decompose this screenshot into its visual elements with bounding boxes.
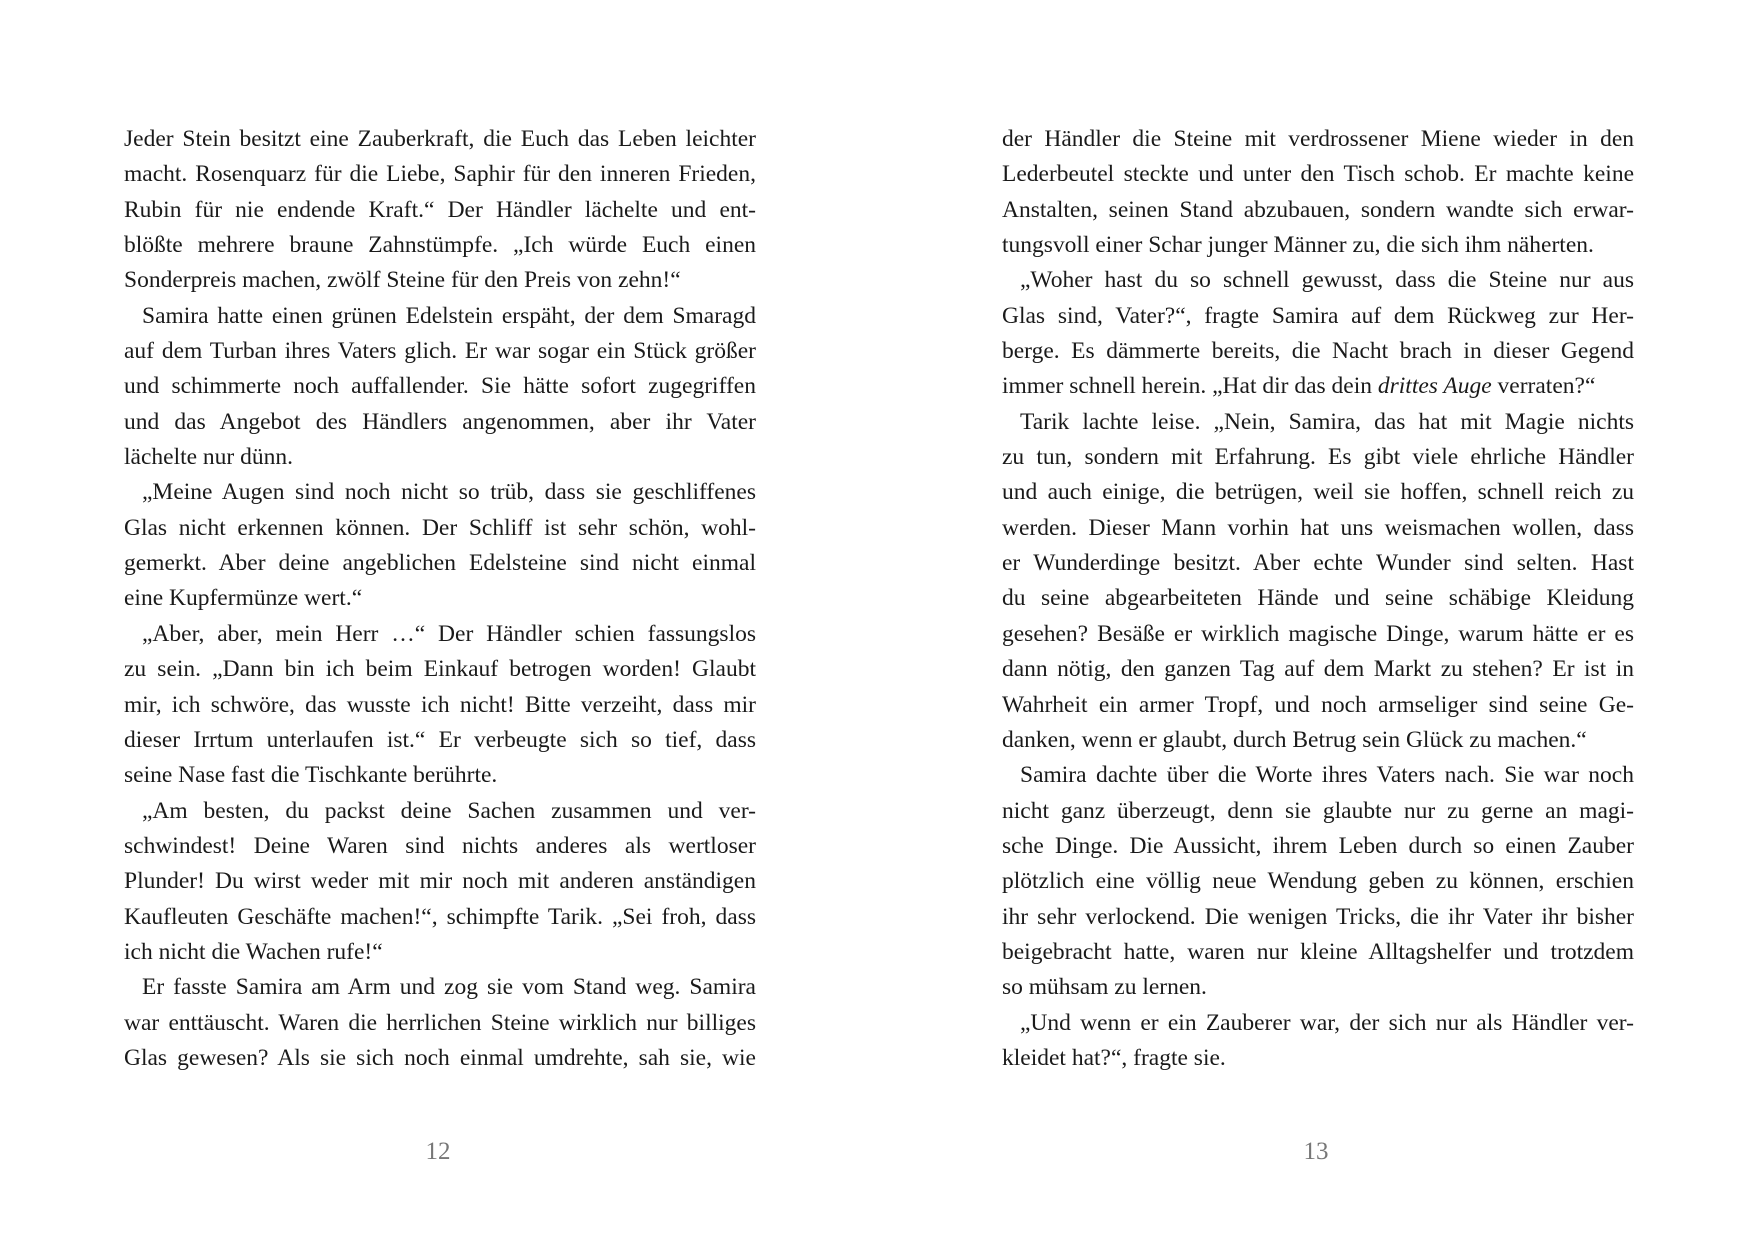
text-line: Jeder Stein besitzt eine Zauberkraft, die Euch das Leben leichter xyxy=(124,126,756,152)
text-line: Samira dachte über die Worte ihres Vaters nach. Sie war noch xyxy=(1020,762,1634,789)
text-line: lächelte nur dünn. xyxy=(124,444,294,471)
text-line: und auch einige, die betrügen, weil sie hoffen, schnell reich zu xyxy=(1002,479,1634,506)
text-line xyxy=(1002,369,1634,404)
text-line: Wahrheit ein armer Tropf, und noch armseliger sind seine Ge- xyxy=(1002,691,1634,718)
text-line: werden. Dieser Mann vorhin hat uns weismachen wollen, dass xyxy=(1002,514,1634,541)
text-line: Glas gewesen? Als sie sich noch einmal umdrehte, sah sie, wie xyxy=(124,1044,756,1071)
text-line: beigebracht hatte, waren nur kleine Alltagshelfer und trotzdem xyxy=(1002,938,1634,965)
text-line: schwindest! Deine Waren sind nichts anderes als wertloser xyxy=(124,832,756,859)
text-line: Anstalten, seinen Stand abzubauen, sondern wandte sich erwar- xyxy=(1002,196,1634,223)
text-line: du seine abgearbeiteten Hände und seine schäbige Kleidung xyxy=(1002,585,1634,612)
text-line: danken, wenn er glaubt, durch Betrug sein Glück zu machen.“ xyxy=(1002,726,1587,753)
page-number-left: 12 xyxy=(425,1138,451,1165)
text-line: und das Angebot des Händlers angenommen, aber ihr Vater xyxy=(124,408,756,435)
text-line: nicht ganz überzeugt, denn sie glaubte nur zu gerne an magi- xyxy=(1002,797,1634,824)
italic-text: drittes Auge xyxy=(1377,373,1492,400)
text-line: Kaufleuten Geschäfte machen!“, schimpfte Tarik. „Sei froh, dass xyxy=(124,903,756,930)
text-line: plötzlich eine völlig neue Wendung geben zu können, erschien xyxy=(1002,868,1634,895)
text-line: Tarik lachte leise. „Nein, Samira, das hat mit Magie nichts xyxy=(1020,408,1634,435)
text-line: zu sein. „Dann bin ich beim Einkauf betrogen worden! Glaubt xyxy=(124,656,756,683)
text-line: berge. Es dämmerte bereits, die Nacht brach in dieser Gegend xyxy=(1002,338,1634,365)
text-line: „Woher hast du so schnell gewusst, dass die Steine nur aus xyxy=(1020,267,1634,294)
text-line: und schimmerte noch auffallender. Sie hätte sofort zugegriffen xyxy=(124,373,756,400)
text-line: Lederbeutel steckte und unter den Tisch schob. Er machte keine xyxy=(1002,161,1634,188)
text-line: tungsvoll einer Schar junger Männer zu, die sich ihm näherten. xyxy=(1002,232,1594,259)
text-line: gesehen? Besäße er wirklich magische Dinge, warum hätte er es xyxy=(1002,620,1634,647)
text-line: dann nötig, den ganzen Tag auf dem Markt zu stehen? Er ist in xyxy=(1002,656,1634,683)
text-line: blößte mehrere braune Zahnstümpfe. „Ich würde Euch einen xyxy=(124,232,756,259)
text-line: „Aber, aber, mein Herr …“ Der Händler schien fassungslos xyxy=(142,620,756,647)
text-line: dieser Irrtum unterlaufen ist.“ Er verbeugte sich so tief, dass xyxy=(124,726,756,753)
text-line: ich nicht die Wachen rufe!“ xyxy=(124,938,383,965)
text-segment: immer schnell herein. „Hat dir das dein xyxy=(1002,373,1378,400)
text-line: Er fasste Samira am Arm und zog sie vom Stand weg. Samira xyxy=(142,974,756,1001)
text-line: der Händler die Steine mit verdrossener Miene wieder in den xyxy=(1002,126,1634,152)
text-line: so mühsam zu lernen. xyxy=(1002,974,1207,1001)
text-line: gemerkt. Aber deine angeblichen Edelsteine sind nicht einmal xyxy=(124,550,756,577)
text-line: ihr sehr verlockend. Die wenigen Tricks, die ihr Vater ihr bisher xyxy=(1002,903,1634,930)
text-line: auf dem Turban ihres Vaters glich. Er war sogar ein Stück größer xyxy=(124,338,756,365)
text-line: eine Kupfermünze wert.“ xyxy=(124,585,363,612)
text-line: zu tun, sondern mit Erfahrung. Es gibt viele ehrliche Händler xyxy=(1002,444,1634,471)
text-line: Glas sind, Vater?“, fragte Samira auf dem Rückweg zur Her- xyxy=(1002,302,1634,329)
text-line: Sonderpreis machen, zwölf Steine für den Preis von zehn!“ xyxy=(124,267,681,294)
text-line: war enttäuscht. Waren die herrlichen Steine wirklich nur billiges xyxy=(124,1009,756,1036)
text-line: er Wunderdinge besitzt. Aber echte Wunder sind selten. Hast xyxy=(1002,550,1634,577)
text-line: sche Dinge. Die Aussicht, ihrem Leben durch so einen Zauber xyxy=(1002,832,1634,859)
text-line: mir, ich schwöre, das wusste ich nicht! Bitte verzeiht, dass mir xyxy=(124,691,756,718)
page-number-right: 13 xyxy=(1303,1138,1329,1165)
text-line: Rubin für nie endende Kraft.“ Der Händler lächelte und ent- xyxy=(124,196,756,223)
text-line: Glas nicht erkennen können. Der Schliff ist sehr schön, wohl- xyxy=(124,514,756,541)
text-line: „Meine Augen sind noch nicht so trüb, dass sie geschliffenes xyxy=(142,479,756,506)
text-line: kleidet hat?“, fragte sie. xyxy=(1002,1044,1226,1071)
text-line: „Am besten, du packst deine Sachen zusammen und ver- xyxy=(142,797,756,824)
right-page-text xyxy=(1002,122,1634,1076)
text-line: macht. Rosenquarz für die Liebe, Saphir für den inneren Frieden, xyxy=(124,161,756,188)
text-segment: verraten?“ xyxy=(1491,373,1596,400)
text-line: Plunder! Du wirst weder mit mir noch mit anderen anständigen xyxy=(124,868,756,895)
left-page-text xyxy=(124,122,756,1076)
text-line: Samira hatte einen grünen Edelstein erspäht, der dem Smaragd xyxy=(142,302,756,329)
text-line: „Und wenn er ein Zauberer war, der sich nur als Händler ver- xyxy=(1020,1009,1634,1036)
text-line: seine Nase fast die Tischkante berührte. xyxy=(124,762,498,789)
